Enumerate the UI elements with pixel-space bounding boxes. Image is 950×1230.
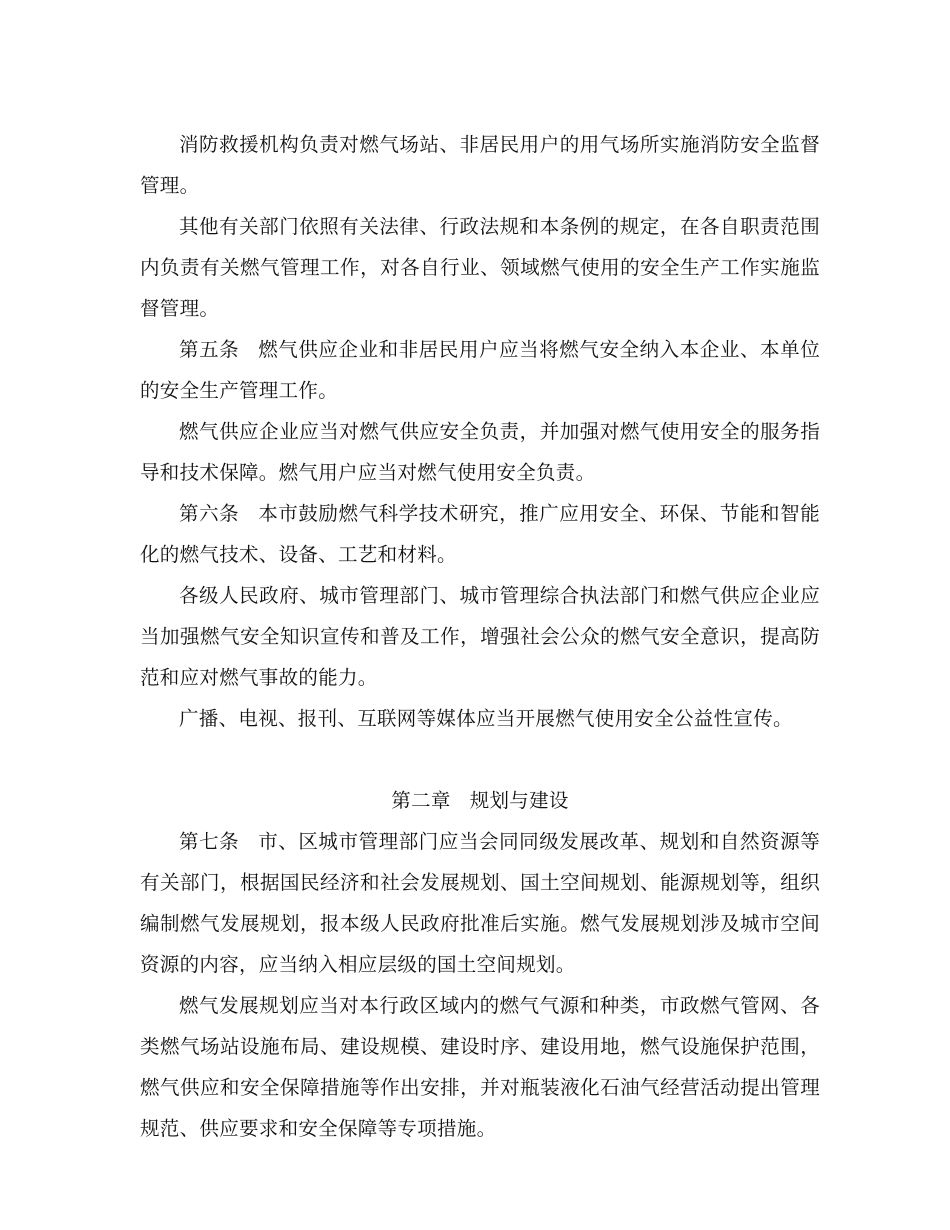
document-body xyxy=(140,124,820,1149)
section-spacer xyxy=(140,739,820,780)
article-5-text: 燃气供应企业和非居民用户应当将燃气安全纳入本企业、本单位的安全生产管理工作。 xyxy=(140,338,820,402)
chapter-2-number: 第二章 xyxy=(391,789,451,812)
paragraph-supplier-responsibility: 燃气供应企业应当对燃气供应安全负责，并加强对燃气使用安全的服务指导和技术保障。燃气用户应当对燃气使用安全负责。 xyxy=(140,420,820,484)
chapter-2-heading xyxy=(140,780,820,821)
paragraph-fire-rescue-supervision: 消防救援机构负责对燃气场站、非居民用户的用气场所实施消防安全监督管理。 xyxy=(140,133,820,197)
chapter-2-title: 规划与建设 xyxy=(469,789,569,812)
article-6-text: 本市鼓励燃气科学技术研究，推广应用安全、环保、节能和智能化的燃气技术、设备、工艺和材料。 xyxy=(140,502,820,566)
paragraph-media-publicity: 广播、电视、报刊、互联网等媒体应当开展燃气使用安全公益性宣传。 xyxy=(179,707,793,730)
article-5 xyxy=(140,329,820,411)
article-6-number: 第六条 xyxy=(179,502,240,525)
paragraph-other-departments: 其他有关部门依照有关法律、行政法规和本条例的规定，在各自职责范围内负责有关燃气管理工作，对各自行业、领域燃气使用的安全生产工作实施监督管理。 xyxy=(140,215,820,320)
article-7-text: 市、区城市管理部门应当会同同级发展改革、规划和自然资源等有关部门，根据国民经济和社会发展规划、国土空间规划、能源规划等，组织编制燃气发展规划，报本级人民政府批准后实施。燃气发展规划涉及城市空间资源的内容，应当纳入相应层级的国土空间规划。 xyxy=(140,830,820,976)
article-6 xyxy=(140,493,820,575)
paragraph-publicity-education: 各级人民政府、城市管理部门、城市管理综合执法部门和燃气供应企业应当加强燃气安全知识宣传和普及工作，增强社会公众的燃气安全意识，提高防范和应对燃气事故的能力。 xyxy=(140,584,820,689)
paragraph-development-plan-content: 燃气发展规划应当对本行政区域内的燃气气源和种类，市政燃气管网、各类燃气场站设施布局、建设规模、建设时序、建设用地，燃气设施保护范围，燃气供应和安全保障措施等作出安排，并对瓶装液化石油气经营活动提出管理规范、供应要求和安全保障等专项措施。 xyxy=(140,994,820,1140)
article-5-number: 第五条 xyxy=(179,338,240,361)
article-7 xyxy=(140,821,820,985)
article-7-number: 第七条 xyxy=(179,830,240,853)
